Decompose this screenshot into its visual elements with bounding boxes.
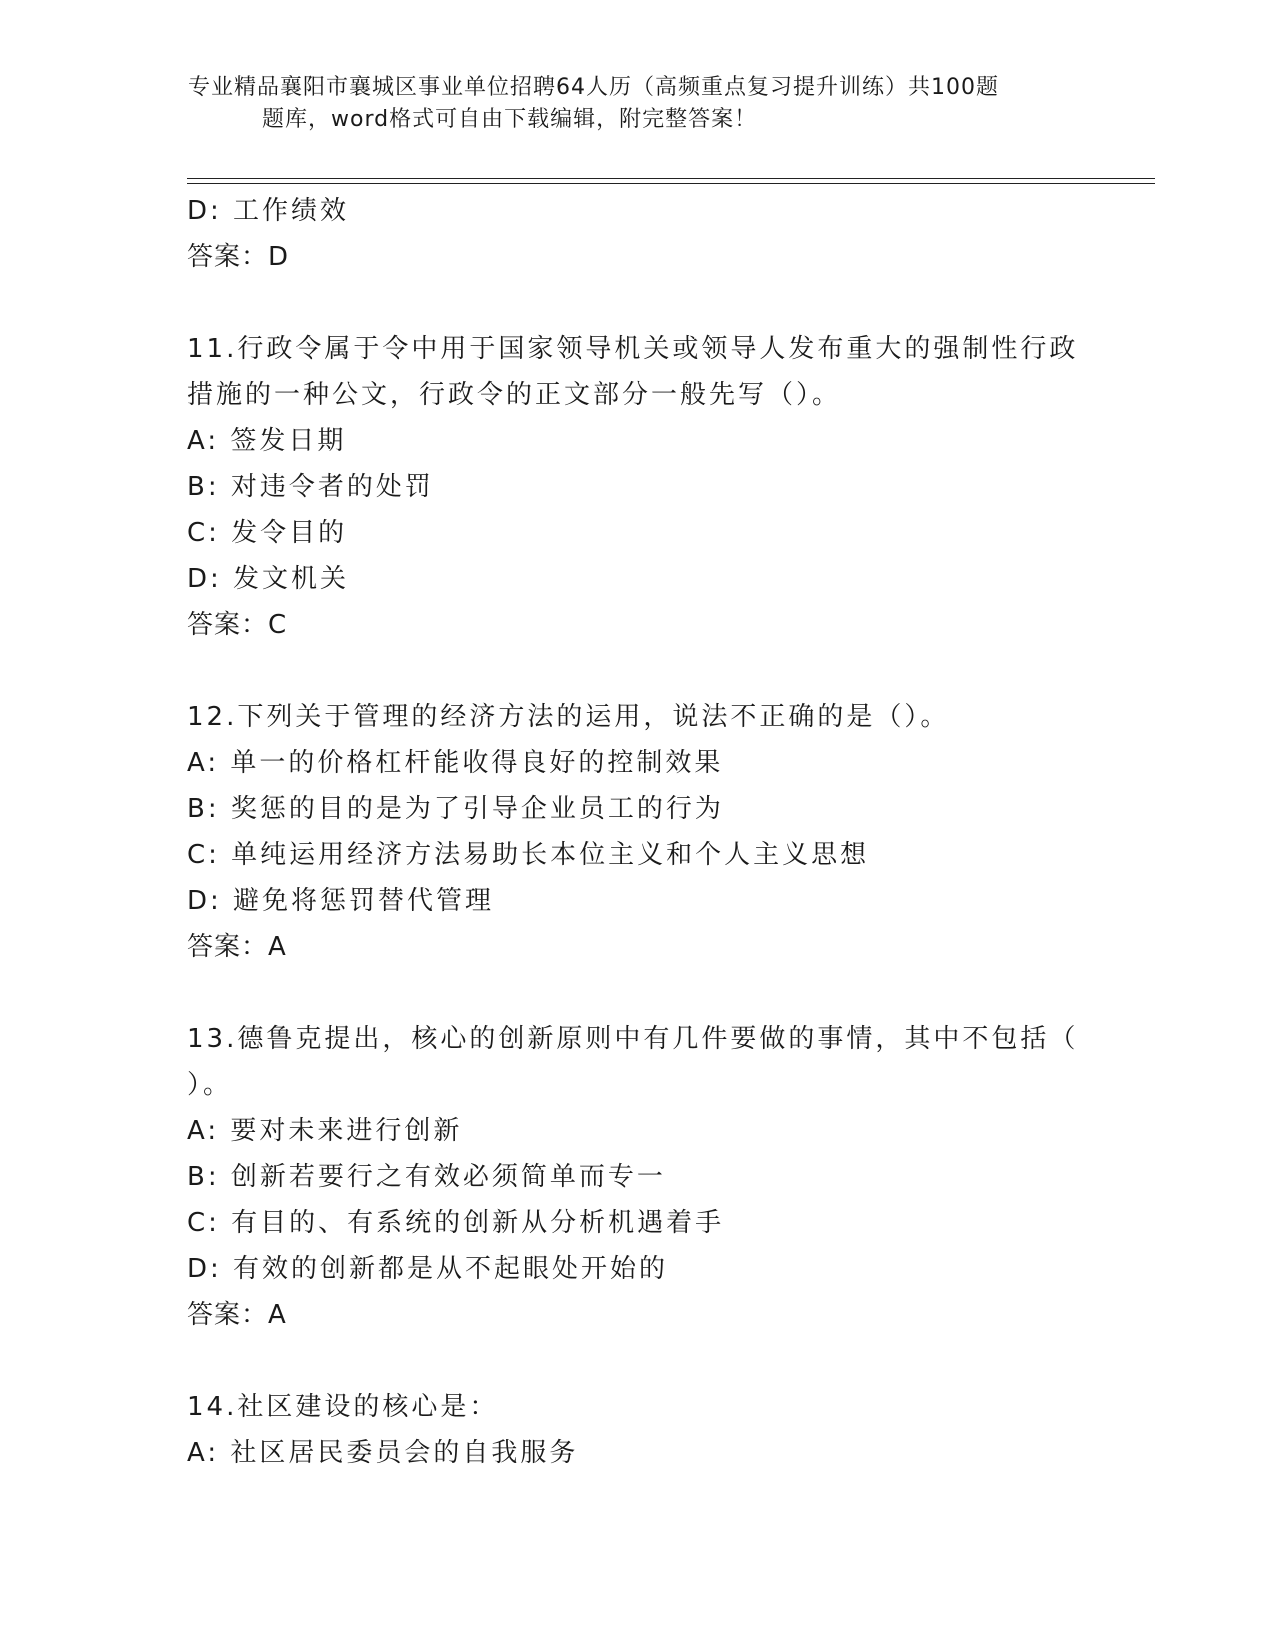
option-c: C: 单纯运用经济方法易助长本位主义和个人主义思想	[187, 840, 870, 870]
question-stem: 13.德鲁克提出，核心的创新原则中有几件要做的事情，其中不包括（	[187, 1024, 1079, 1054]
spacer	[187, 280, 1087, 326]
page-header	[188, 72, 1088, 136]
header-title-line2: 题库，word格式可自由下载编辑，附完整答案！	[262, 107, 758, 132]
question-13	[187, 1016, 1087, 1338]
question-list	[187, 188, 1087, 1476]
option-a: A: 社区居民委员会的自我服务	[187, 1438, 579, 1468]
answer-prev: 答案：D	[187, 242, 290, 272]
question-stem: 14.社区建设的核心是：	[187, 1392, 499, 1422]
question-stem: 11.行政令属于令中用于国家领导机关或领导人发布重大的强制性行政	[187, 334, 1079, 364]
option-d: D: 有效的创新都是从不起眼处开始的	[187, 1254, 669, 1284]
option-a: A: 单一的价格杠杆能收得良好的控制效果	[187, 748, 724, 778]
option-c: C: 有目的、有系统的创新从分析机遇着手	[187, 1208, 725, 1238]
header-title-line1: 专业精品襄阳市襄城区事业单位招聘64人历（高频重点复习提升训练）共100题	[188, 75, 999, 100]
spacer	[187, 970, 1087, 1016]
question-12	[187, 694, 1087, 970]
answer: 答案：A	[187, 932, 287, 962]
option-b: B: 创新若要行之有效必须简单而专一	[187, 1162, 666, 1192]
question-11	[187, 326, 1087, 648]
question-stem-cont: ）。	[187, 1070, 233, 1100]
option-d: D: 发文机关	[187, 564, 350, 594]
answer: 答案：A	[187, 1300, 287, 1330]
question-14	[187, 1384, 1087, 1476]
question-stem-cont: 措施的一种公文，行政令的正文部分一般先写（）。	[187, 380, 842, 410]
spacer	[187, 648, 1087, 694]
option-b: B: 奖惩的目的是为了引导企业员工的行为	[187, 794, 724, 824]
header-divider-top	[187, 178, 1155, 179]
option-a: A: 要对未来进行创新	[187, 1116, 463, 1146]
answer: 答案：C	[187, 610, 288, 640]
option-a: A: 签发日期	[187, 426, 347, 456]
header-divider-bottom	[187, 183, 1155, 184]
spacer	[187, 1338, 1087, 1384]
option-b: B: 对违令者的处罚	[187, 472, 434, 502]
question-stem: 12.下列关于管理的经济方法的运用，说法不正确的是（）。	[187, 702, 950, 732]
option-d: D: 避免将惩罚替代管理	[187, 886, 495, 916]
option-c: C: 发令目的	[187, 518, 348, 548]
option-d-prev: D: 工作绩效	[187, 196, 350, 226]
